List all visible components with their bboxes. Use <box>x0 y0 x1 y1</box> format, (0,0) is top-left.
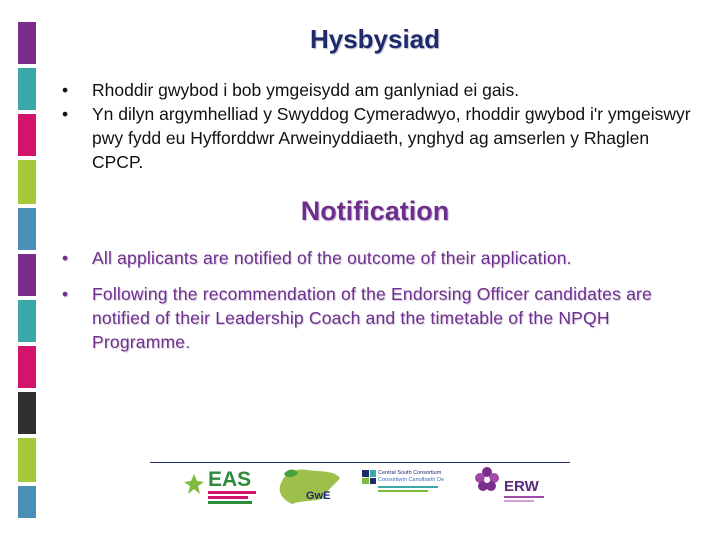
welsh-title: Hysbysiad <box>309 24 441 54</box>
eas-logo <box>182 466 262 510</box>
stripe <box>18 254 36 296</box>
gwe-map-icon <box>274 466 344 510</box>
bullet-text: Rhoddir gwybod i bob ymgeisydd am ganlyniad ei gais. <box>92 80 520 100</box>
bullet-text: Yn dilyn argymhelliad y Swyddog Cymeradwyo, rhoddir gwybod i'r ymgeiswyr pwy fydd eu Hyfforddwr Arweinyddiaeth, ynghyd ag amserlen y Rhaglen CPCP. <box>92 104 691 172</box>
csc-grid-icon <box>362 470 376 484</box>
eas-leaf-icon <box>182 472 206 496</box>
footer-divider <box>150 462 570 463</box>
stripe <box>18 300 36 342</box>
list-item <box>60 282 700 354</box>
list-item <box>60 102 700 174</box>
erw-flower-icon <box>474 466 500 496</box>
stripe <box>18 114 36 156</box>
bullet-marker: • <box>62 80 69 100</box>
erw-logo <box>474 466 554 510</box>
stripe <box>18 68 36 110</box>
stripe <box>18 486 36 518</box>
csc-logo-text-cy: Consortiwm Canolbarth De <box>378 477 445 483</box>
list-item <box>60 246 700 270</box>
gwe-logo-text: GwE <box>306 490 331 502</box>
bullet-marker: • <box>62 284 69 304</box>
bullet-text: Following the recommendation of the Endorsing Officer candidates are notified of their Leadership Coach and the timetable of the NPQH Programme. <box>92 284 652 352</box>
bullet-text: All applicants are notified of the outcome of their application. <box>92 248 572 268</box>
english-bullet-list <box>60 246 700 366</box>
csc-logo-text: Central South Consortium <box>378 470 442 476</box>
eas-logo-text: EAS <box>208 468 252 491</box>
english-title: Notification <box>300 196 450 226</box>
csc-logo <box>362 466 462 510</box>
stripe <box>18 346 36 388</box>
bullet-marker: • <box>62 248 69 268</box>
gwe-logo <box>274 466 346 510</box>
welsh-bullet-list <box>60 78 700 174</box>
stripe <box>18 392 36 434</box>
list-item <box>60 78 700 102</box>
erw-logo-text: ERW <box>504 478 539 495</box>
bullet-marker: • <box>62 104 69 124</box>
stripe <box>18 438 36 482</box>
